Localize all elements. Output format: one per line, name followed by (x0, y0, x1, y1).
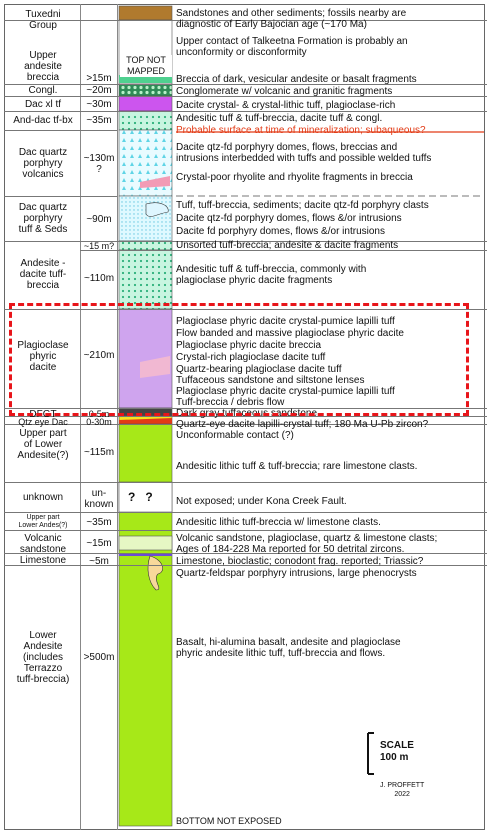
desc: Breccia of dark, vesicular andesite or basalt fragments (176, 74, 417, 85)
thickness: 0-5m (88, 409, 110, 419)
thickness: >500m (83, 652, 115, 663)
desc: Unconformable contact (?) (176, 430, 294, 441)
unit-name: Andesite - dacite tuff- breccia (19, 258, 67, 291)
desc: Dacite crystal- & crystal-lithic tuff, plagioclase-rich (176, 100, 396, 111)
thickness: ~20m (86, 85, 112, 96)
desc: Dark gray tuffaceous sandstone (176, 408, 318, 419)
unit-name: Upper andesite breccia (24, 50, 62, 83)
bottom-not-exposed: BOTTOM NOT EXPOSED (176, 816, 282, 826)
desc: Tuff, tuff-breccia, sediments; dacite qtz-fd porphyry clasts (176, 200, 429, 211)
unit-name: Tuxedni Group (25, 9, 61, 31)
desc: Andesitic lithic tuff-breccia w/ limestone clasts. (176, 517, 381, 528)
scale-label: SCALE 100 m (380, 740, 414, 763)
thickness: ~30m (86, 99, 112, 110)
unit-name: Plagioclase phyric dacite (17, 340, 69, 373)
row-line (4, 530, 487, 531)
thickness: 0-30m (86, 417, 112, 427)
desc: Andesitic tuff & tuff-breccia, dacite tuff & congl. (176, 113, 383, 124)
thickness: ~15 m? (83, 241, 115, 251)
desc: Quartz-bearing plagioclase dacite tuff (176, 364, 342, 375)
thickness: ~110m (83, 273, 115, 284)
unit-name: Qtz eye Dac (18, 417, 68, 427)
desc: Tuffaceous sandstone and siltstone lenses (176, 375, 365, 386)
mineralization-surface: Probable surface at time of mineralization; subaqueous? (176, 125, 426, 136)
unit-name: Dac quartz porphyry tuff & Seds (18, 202, 68, 235)
desc: Limestone, bioclastic; conodont frag. reported; Triassic? (176, 556, 424, 567)
unit-name: unknown (22, 492, 64, 503)
row-line (4, 512, 487, 513)
desc: Plagioclase phyric dacite crystal-pumice lapilli tuff (176, 386, 395, 397)
unit-name: Dac quartz porphyry volcanics (18, 147, 68, 180)
unit-name: Volcanic sandstone (19, 533, 67, 555)
unit-name: Limestone (19, 555, 67, 566)
desc: Conglomerate w/ volcanic and granitic fragments (176, 86, 393, 97)
row-line (4, 482, 487, 483)
unit-name: DFGT (29, 409, 57, 420)
thickness: ~90m (86, 214, 112, 225)
desc: Volcanic sandstone, plagioclase, quartz & limestone clasts; Ages of 184-228 Ma reported for 50 detrital zircons. (176, 533, 438, 555)
thickness: ~210m (83, 350, 115, 361)
unit-name: Lower Andesite (includes Terrazzo tuff-breccia) (16, 630, 70, 685)
desc: Flow banded and massive plagioclase phyric dacite (176, 328, 404, 339)
top-not-mapped: TOP NOT MAPPED (120, 55, 172, 77)
thickness: ~15m (86, 538, 112, 549)
thickness: un- known (84, 488, 114, 510)
thickness: >15m (86, 73, 112, 84)
unit-name: Upper part of Lower Andesite(?) (17, 428, 69, 461)
plagioclase-highlight-box (9, 303, 469, 416)
desc: Tuff-breccia / debris flow (176, 397, 285, 408)
desc: Crystal-rich plagioclase dacite tuff (176, 352, 326, 363)
row-line (4, 130, 117, 131)
unknown-marks: ? ? (128, 490, 153, 504)
thickness: ~5m (89, 556, 109, 567)
unit-name: Dac xl tf (24, 99, 62, 110)
author-credit: J. PROFFETT 2022 (380, 782, 425, 798)
desc: Quartz-eye dacite lapilli-crystal tuff; 180 Ma U-Pb zircon? (176, 419, 429, 430)
thickness: ~115m (83, 447, 115, 458)
row-line (4, 196, 117, 197)
thickness: ~35m (86, 517, 112, 528)
desc: Dacite qtz-fd porphyry domes, flows &/or intrusions (176, 213, 402, 224)
unit-name: And-dac tf-bx (13, 115, 73, 126)
desc: Dacite qtz-fd porphyry domes, flows, breccias and intrusions interbedded with tuffs and possible welded tuffs (176, 142, 432, 164)
row-line (4, 111, 487, 112)
desc: Dacite fd porphyry domes, flows &/or intrusions (176, 226, 385, 237)
desc: Andesitic tuff & tuff-breccia, commonly with plagioclase phyric dacite fragments (176, 264, 367, 286)
unit-name: Upper part Lower Andes(?) (18, 514, 68, 529)
thickness: ~35m (86, 115, 112, 126)
desc: Crystal-poor rhyolite and rhyolite fragments in breccia (176, 172, 413, 183)
desc: Upper contact of Talkeetna Formation is probably an unconformity or disconformity (176, 36, 408, 58)
thickness: ~130m ? (83, 153, 115, 175)
desc: Andesitic lithic tuff & tuff-breccia; rare limestone clasts. (176, 461, 418, 472)
desc: Plagioclase phyric dacite breccia (176, 340, 322, 351)
desc: Plagioclase phyric dacite crystal-pumice lapilli tuff (176, 316, 395, 327)
desc: Not exposed; under Kona Creek Fault. (176, 496, 347, 507)
desc: Basalt, hi-alumina basalt, andesite and plagioclase phyric andesite lithic tuff, tuff-breccia and flows. (176, 637, 401, 659)
desc: Sandstones and other sediments; fossils nearby are diagnostic of Early Bajocian age (~170 Ma) (176, 8, 407, 30)
desc: Unsorted tuff-breccia; andesite & dacite fragments (176, 240, 399, 251)
unit-name: Congl. (28, 85, 58, 96)
desc: Quartz-feldspar porphyry intrusions, large phenocrysts (176, 568, 417, 579)
